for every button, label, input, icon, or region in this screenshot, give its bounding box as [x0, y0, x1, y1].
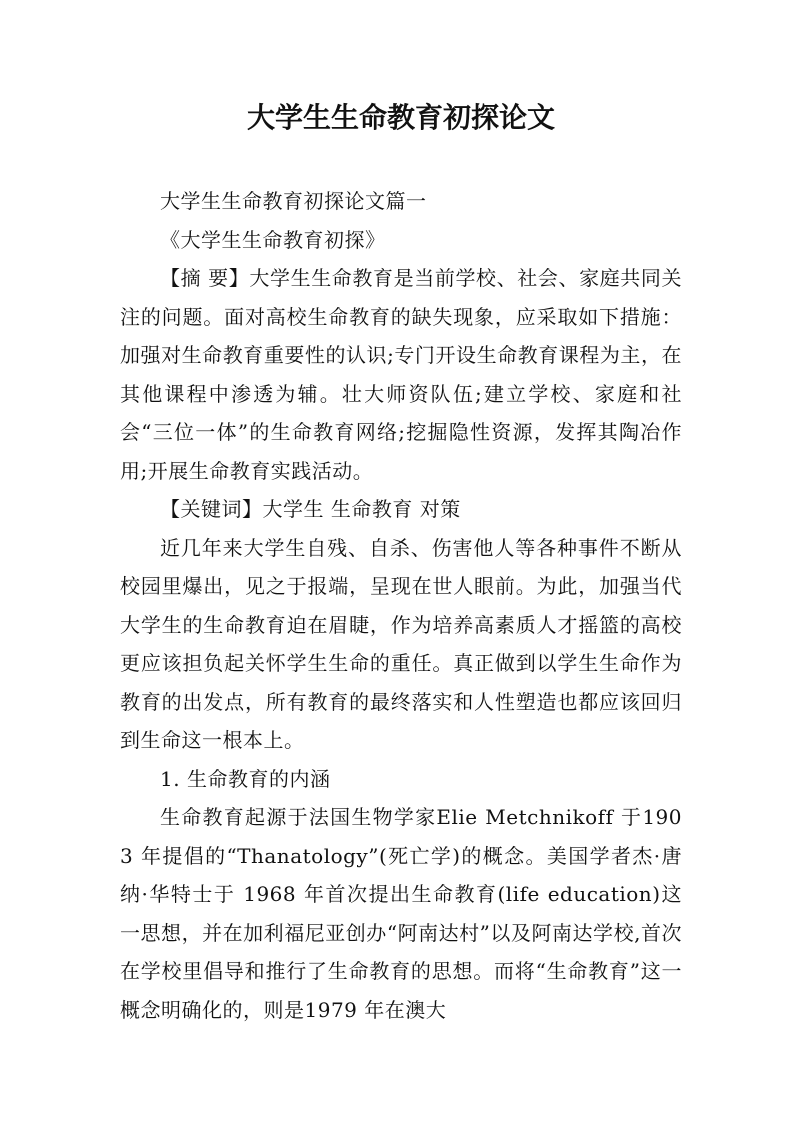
body-paragraph: 生命教育起源于法国生物学家Elie Metchnikoff 于1903 年提倡的“Thanatology”(死亡学)的概念。美国学者杰·唐纳·华特士于 1968 年首次提出生命教育(life education)这一思想，并在加利福尼亚创办“阿南达村”以及阿南达学校,首次在学校里倡导和推行了生命教育的思想。而将“生命教育”这一概念明确化的，则是1979 年在澳大 — [120, 805, 682, 1022]
document-body — [120, 182, 682, 1029]
intro-paragraph: 近几年来大学生自残、自杀、伤害他人等各种事件不断从校园里爆出，见之于报端，呈现在世人眼前。为此，加强当代大学生的生命教育迫在眉睫，作为培养高素质人才摇篮的高校更应该担负起关怀学生生命的重任。真正做到以学生生命作为教育的出发点，所有教育的最终落实和人性塑造也都应该回归到生命这一根本上。 — [120, 535, 682, 752]
document-title: 大学生生命教育初探论文 — [246, 101, 555, 134]
abstract-paragraph: 【摘 要】大学生生命教育是当前学校、社会、家庭共同关注的问题。面对高校生命教育的缺失现象，应采取如下措施：加强对生命教育重要性的认识;专门开设生命教育课程为主，在其他课程中渗透为辅。壮大师资队伍;建立学校、家庭和社会“三位一体”的生命教育网络;挖掘隐性资源，发挥其陶冶作用;开展生命教育实践活动。 — [120, 266, 682, 483]
article-title: 《大学生生命教育初探》 — [160, 227, 386, 252]
subsection-heading: 1. 生命教育的内涵 — [160, 766, 331, 791]
keywords-paragraph: 【关键词】大学生 生命教育 对策 — [160, 497, 461, 521]
section-heading: 大学生生命教育初探论文篇一 — [160, 189, 427, 213]
